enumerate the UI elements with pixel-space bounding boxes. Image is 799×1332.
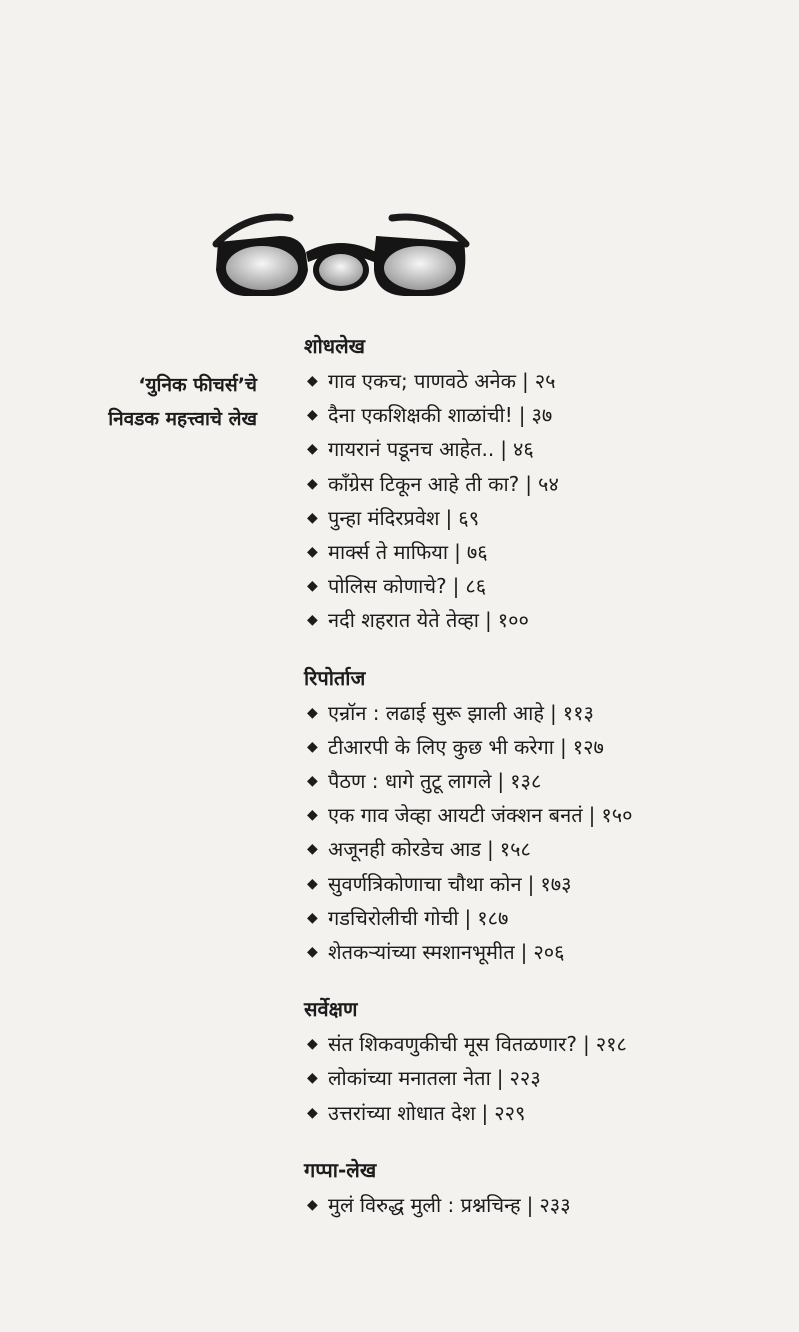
diamond-bullet-icon: ◆: [307, 944, 318, 961]
entry-page-number: ६९: [458, 505, 480, 530]
entry-title: दैना एकशिक्षकी शाळांची!: [328, 403, 513, 428]
diamond-bullet-icon: ◆: [307, 1196, 318, 1213]
diamond-bullet-icon: ◆: [307, 704, 318, 721]
eyeglasses-icon: [208, 208, 474, 300]
entry-page-number: २१८: [595, 1032, 627, 1057]
diamond-bullet-icon: ◆: [307, 578, 318, 595]
entry-title: पोलिस कोणाचे?: [328, 574, 447, 599]
entry-list: [304, 364, 784, 638]
entry-title: सुवर्णत्रिकोणाचा चौथा कोन: [328, 871, 522, 896]
toc-entry: [304, 1096, 784, 1130]
page-separator: |: [588, 803, 596, 828]
entry-page-number: १५८: [499, 837, 531, 862]
toc-section: [304, 662, 784, 970]
entry-title: नदी शहरात येते तेव्हा: [328, 608, 479, 633]
toc-entry: [304, 764, 784, 798]
page-separator: |: [445, 505, 453, 530]
page-separator: |: [454, 540, 461, 565]
diamond-bullet-icon: ◆: [307, 407, 318, 424]
diamond-bullet-icon: ◆: [307, 1070, 318, 1087]
series-note-line1: ‘युनिक फीचर्स’चे: [138, 374, 257, 396]
entry-title: अजूनही कोरडेच आड: [328, 837, 481, 862]
entry-page-number: ५४: [538, 471, 559, 496]
series-note: [17, 368, 257, 436]
toc-entry: [304, 535, 784, 569]
toc-section: [304, 1154, 784, 1222]
entry-page-number: ४६: [513, 437, 534, 462]
entry-title: संत शिकवणुकीची मूस वितळणार?: [328, 1032, 577, 1057]
entry-page-number: २५: [534, 369, 556, 393]
entry-page-number: १००: [497, 608, 529, 633]
toc-entry: [304, 1188, 784, 1222]
page-separator: |: [452, 574, 460, 599]
diamond-bullet-icon: ◆: [307, 475, 318, 492]
entry-title: गडचिरोलीची गोची: [328, 905, 459, 930]
toc-entry: [304, 364, 784, 398]
toc-entry: [304, 432, 784, 466]
toc-section: [304, 993, 784, 1130]
diamond-bullet-icon: ◆: [307, 773, 318, 790]
page-separator: |: [487, 837, 494, 862]
diamond-bullet-icon: ◆: [307, 544, 318, 561]
diamond-bullet-icon: ◆: [307, 612, 318, 629]
entry-list: [304, 696, 784, 970]
section-title: शोधलेख: [304, 334, 365, 358]
section-title: रिपोर्ताज: [304, 665, 366, 690]
section-title: सर्वेक्षण: [304, 997, 358, 1022]
entry-list: [304, 1027, 784, 1130]
series-note-line2: निवडक महत्त्वाचे लेख: [108, 408, 257, 430]
entry-page-number: २३३: [539, 1192, 571, 1217]
page-separator: |: [518, 403, 526, 428]
toc-entry: [304, 398, 784, 432]
page-separator: |: [481, 1100, 489, 1125]
entry-page-number: १५०: [601, 803, 633, 828]
entry-title: शेतकऱ्यांच्या स्मशानभूमीत: [328, 940, 515, 965]
toc-section: [304, 330, 784, 638]
page-separator: |: [497, 769, 505, 794]
diamond-bullet-icon: ◆: [307, 509, 318, 526]
entry-page-number: ८६: [465, 574, 487, 599]
toc-entry: [304, 603, 784, 637]
page-separator: |: [559, 734, 567, 759]
page-separator: |: [484, 608, 492, 633]
entry-title: मार्क्स ते माफिया: [328, 540, 449, 565]
entry-page-number: १२७: [572, 734, 604, 759]
entry-title: एक गाव जेव्हा आयटी जंक्शन बनतं: [328, 803, 583, 828]
diamond-bullet-icon: ◆: [307, 807, 318, 824]
diamond-bullet-icon: ◆: [307, 373, 318, 389]
diamond-bullet-icon: ◆: [307, 1036, 318, 1053]
diamond-bullet-icon: ◆: [307, 441, 318, 458]
diamond-bullet-icon: ◆: [307, 841, 318, 858]
page-separator: |: [527, 871, 535, 896]
page-separator: |: [520, 940, 528, 965]
page-separator: |: [464, 905, 472, 930]
entry-title: मुलं विरुद्ध मुली : प्रश्नचिन्ह: [328, 1192, 521, 1217]
entry-page-number: ७६: [466, 540, 488, 565]
toc-entry: [304, 501, 784, 535]
entry-title: उत्तरांच्या शोधात देश: [328, 1100, 476, 1125]
diamond-bullet-icon: ◆: [307, 909, 318, 926]
page-separator: |: [549, 700, 557, 725]
entry-title: गाव एकच; पाणवठे अनेक: [328, 369, 516, 393]
entry-title: गायरानं पडूनच आहेत..: [328, 437, 495, 462]
entry-page-number: ३७: [531, 403, 553, 428]
entry-title: पैठण : धागे तुटू लागले: [328, 769, 492, 794]
page-separator: |: [525, 471, 533, 496]
toc-entry: [304, 696, 784, 730]
entry-page-number: १७३: [540, 871, 572, 896]
entry-page-number: ११३: [562, 700, 594, 725]
page-separator: |: [500, 437, 507, 462]
entry-title: लोकांच्या मनातला नेता: [328, 1066, 491, 1091]
diamond-bullet-icon: ◆: [307, 1104, 318, 1121]
entry-page-number: २०६: [533, 940, 565, 965]
entry-page-number: २२९: [494, 1100, 526, 1125]
toc-entry: [304, 467, 784, 501]
page-separator: |: [496, 1066, 504, 1091]
diamond-bullet-icon: ◆: [307, 875, 318, 892]
entry-title: पुन्हा मंदिरप्रवेश: [328, 505, 440, 530]
toc-entry: [304, 935, 784, 969]
toc-entry: [304, 832, 784, 866]
entry-title: टीआरपी के लिए कुछ भी करेगा: [328, 734, 554, 759]
toc-entry: [304, 901, 784, 935]
entry-title: एन्रॉन : लढाई सुरू झाली आहे: [328, 700, 544, 725]
page-separator: |: [521, 369, 529, 393]
section-title: गप्पा-लेख: [304, 1157, 377, 1182]
entry-title: काँग्रेस टिकून आहे ती का?: [328, 471, 520, 496]
toc-entry: [304, 798, 784, 832]
page-separator: |: [582, 1032, 590, 1057]
entry-page-number: १३८: [510, 769, 542, 794]
entry-page-number: २२३: [509, 1066, 541, 1091]
entry-list: [304, 1188, 784, 1222]
table-of-contents: [304, 330, 784, 1246]
page-separator: |: [526, 1192, 534, 1217]
diamond-bullet-icon: ◆: [307, 738, 318, 755]
toc-entry: [304, 867, 784, 901]
toc-entry: [304, 569, 784, 603]
toc-entry: [304, 1061, 784, 1095]
entry-page-number: १८७: [477, 905, 509, 930]
toc-entry: [304, 1027, 784, 1061]
toc-entry: [304, 730, 784, 764]
